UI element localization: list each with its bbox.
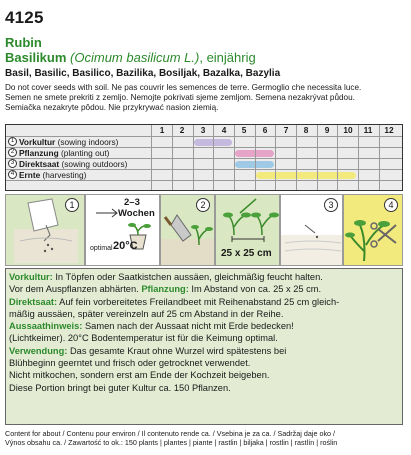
month-label: 2 [179, 125, 185, 135]
grid-line [213, 125, 214, 190]
grid-line [337, 125, 338, 190]
step-number-icon: 3 [324, 198, 338, 212]
calendar-header-row [6, 125, 402, 136]
sowing-note-2: Semen ne smete prekriti z zemljo. Nemojte pokrivati sjeme zemljom. Semena nezakrývat půdou. [5, 93, 355, 102]
instruction-line: Direktsaat: Auf fein vorbereitetes Freilandbeet mit Reihenabstand 25 cm gleich- [9, 296, 340, 307]
content-note-2: Výnos obsahu ca. / Zawartość to ok.: 150 plants | plantes | piante | rastlin | biljaka | rostlin | rastlín | roślin [5, 438, 338, 447]
grid-line [151, 125, 152, 190]
step-number-icon: 3 [8, 159, 17, 168]
verwendung-heading: Verwendung: [9, 345, 68, 356]
instruction-line: Verwendung: Das gesamte Kraut ohne Wurzel wird spätestens bei [9, 345, 287, 356]
grid-line [317, 125, 318, 190]
step2-planting-illustration [160, 194, 215, 266]
grid-line [255, 125, 256, 190]
instruction-line: Diese Portion bringt bei guter Kultur ca. 150 Pflanzen. [9, 382, 231, 393]
month-label: 10 [343, 125, 353, 135]
instruction-line: Blühbeginn geerntet und frisch oder getrocknet verwendet. [9, 358, 251, 369]
variety-name: Rubin [5, 35, 42, 50]
weeks-label: Wochen [118, 208, 155, 219]
calendar-row-label: 4 Ernte (harvesting) [8, 170, 86, 181]
vorkultur-heading: Vorkultur: [9, 272, 53, 282]
month-label: 11 [363, 125, 373, 135]
step-number-icon: 4 [8, 170, 17, 179]
instruction-line: Vor dem Auspflanzen abhärten. Pflanzung: Im Abstand von ca. 25 x 25 cm. [9, 284, 322, 295]
month-label: 5 [241, 125, 247, 135]
month-label: 8 [303, 125, 309, 135]
month-label: 7 [283, 125, 289, 135]
seedling-pot-icon [86, 195, 160, 266]
plant-latin-name: (Ocimum basilicum L.) [70, 50, 200, 65]
step3-watering-illustration [280, 194, 343, 266]
optimal-label: optimal [90, 245, 113, 252]
sowing-note-1: Do not cover seeds with soil. Ne pas couvrir les semences de terre. Germoglio che necessita luce. [5, 83, 362, 92]
plant-name [5, 50, 256, 65]
month-label: 6 [262, 125, 268, 135]
step-number-icon: 2 [196, 198, 210, 212]
grid-line [296, 125, 297, 190]
step4-harvest-illustration [343, 194, 403, 266]
calendar-row-label: 3 Direktsaat (sowing outdoors) [8, 159, 127, 170]
step1-sowing-illustration [5, 194, 85, 266]
spacing-panel [215, 194, 280, 266]
instruction-line: Aussaathinweis: Samen nach der Aussaat nicht mit Erde bedecken! [9, 321, 294, 332]
step-number-icon: 1 [65, 198, 79, 212]
instruction-line: mäßig aussäen, später vereinzeln auf 25 cm Abstand in der Reihe. [9, 308, 284, 319]
content-note-1: Content for about / Contenu pour environ / Il contenuto rende ca. / Vsebina je za ca. / Sadržaj daje oko / [5, 429, 336, 438]
instruction-line: Nicht mitkochen, sondern erst am Ende der Kochzeit beigeben. [9, 370, 270, 381]
translated-names: Basil, Basilic, Basilico, Bazilika, Bosiljak, Bazalka, Bazylia [5, 68, 281, 79]
direktsaat-heading: Direktsaat: [9, 296, 58, 307]
illustration-strip [5, 194, 403, 266]
calendar-row-ernte [6, 169, 402, 180]
grid-line [275, 125, 276, 190]
instruction-line: (Lichtkeimer). 20°C Bodentemperatur ist für die Keimung optimal. [9, 333, 278, 344]
month-label: 3 [200, 125, 206, 135]
instruction-line: Vorkultur: In Töpfen oder Saatkistchen aussäen, gleichmäßig feucht halten. [9, 272, 323, 282]
calendar-row-direktsaat [6, 158, 402, 169]
plant-suffix: , einjährig [199, 50, 256, 65]
grid-line [193, 125, 194, 190]
calendar-row-label: 1 Vorkultur (sowing indoors) [8, 137, 118, 148]
month-label: 1 [159, 125, 165, 135]
calendar-row-vorkultur [6, 136, 402, 147]
month-label: 12 [384, 125, 394, 135]
step-number-icon: 4 [384, 198, 398, 212]
spacing-value: 25 x 25 cm [221, 248, 272, 259]
germination-panel [85, 194, 160, 266]
calendar-row-pflanzung [6, 147, 402, 158]
month-label: 9 [324, 125, 330, 135]
grid-line [234, 125, 235, 190]
weeks-value: 2–3 [124, 197, 140, 208]
pflanzung-heading: Pflanzung: [141, 284, 189, 295]
temperature-value: 20°C [113, 240, 138, 252]
product-code: 4125 [5, 8, 44, 27]
grid-line [172, 125, 173, 190]
aussaathinweis-heading: Aussaathinweis: [9, 321, 83, 332]
growing-instructions [5, 268, 403, 425]
calendar-bar [256, 172, 356, 179]
sowing-calendar [5, 124, 403, 191]
sowing-note-3: Semiačka nezakryte pôdou. Nie przykrywać nasion ziemią. [5, 103, 219, 112]
calendar-row-label: 2 Pflanzung (planting out) [8, 148, 109, 159]
month-label: 4 [221, 125, 227, 135]
step-number-icon: 1 [8, 137, 17, 146]
step-number-icon: 2 [8, 148, 17, 157]
grid-line [379, 125, 380, 190]
grid-line [358, 125, 359, 190]
plant-common-name: Basilikum [5, 50, 67, 65]
calendar-row-empty [6, 180, 402, 191]
